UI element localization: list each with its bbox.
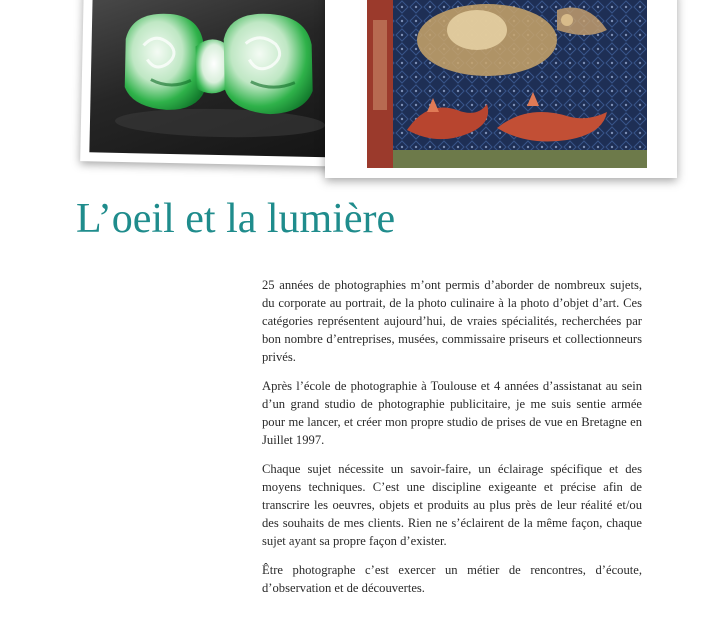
jade-photo-print <box>80 0 358 167</box>
paragraph-1: 25 années de photographies m’ont permis d’aborder de nombreux sujets, du corporate au portrait, de la photo culinaire à la photo d’objet d’art. Ces catégories représentent aujourd’hui, de vraies spécialités, recherchées par bon nombre d’entreprises, musées, commissaire priseurs et collectionneurs privés. <box>262 278 642 364</box>
paragraph-3: Chaque sujet nécessite un savoir-faire, un éclairage spécifique et des moyens techniques. C’est une discipline exigeante et précise afin de transcrire les oeuvres, objets et produits au plus près de leur réalité et/ou des souhaits de mes clients. Rien ne s’éclairent de la même façon, chaque sujet ayant sa propre façon d’exister. <box>262 462 642 548</box>
paragraph-4: Être photographe c’est exercer un métier de rencontres, d’écoute, d’observation et de découvertes. <box>262 563 642 595</box>
tapestry-photo-image <box>367 0 647 168</box>
jade-carving-illustration <box>89 0 348 158</box>
intro-text <box>262 276 642 608</box>
page-title: L’oeil et la lumière <box>76 196 396 242</box>
jade-photo-image <box>89 0 348 158</box>
paragraph-2: Après l’école de photographie à Toulouse et 4 années d’assistanat au sein d’un grand studio de photographie publicitaire, je me suis sentie armée pour me lancer, et créer mon propre studio de prises de vue en Bretagne en Juillet 1997. <box>262 379 642 447</box>
tapestry-photo-print <box>325 0 677 178</box>
tapestry-illustration <box>367 0 647 168</box>
